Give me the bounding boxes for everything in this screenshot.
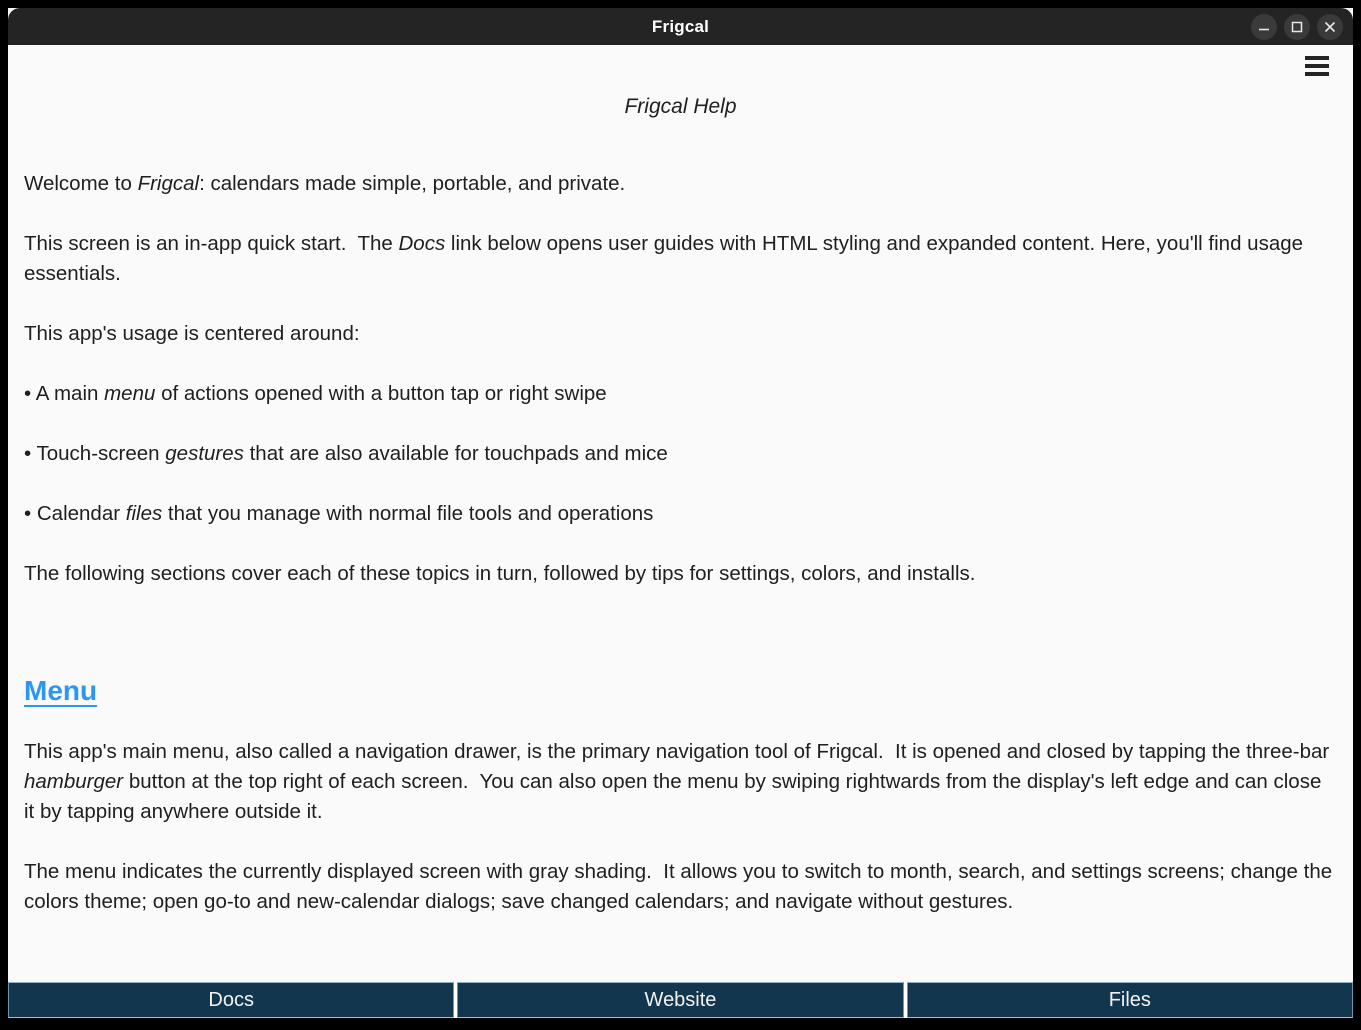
quickstart-paragraph: This screen is an in-app quick start. The Docs link below opens user guides with HTML styling and expanded content. Here, you'll find usage essentials.: [24, 232, 1309, 285]
minimize-button[interactable]: [1251, 14, 1277, 40]
files-button[interactable]: Files: [907, 982, 1353, 1018]
footer-bar: [8, 982, 1353, 1018]
menu-shading-paragraph: The menu indicates the currently displayed screen with gray shading. It allows you to switch to month, search, and settings screens; change the colors theme; open go-to and new-calendar dialogs; save changed calendars; and navigate without gestures.: [24, 860, 1338, 913]
sections-overview-paragraph: The following sections cover each of these topics in turn, followed by tips for settings, colors, and installs.: [24, 562, 976, 585]
bullet-gestures: • Touch-screen gestures that are also available for touchpads and mice: [24, 442, 668, 465]
app-window: [8, 8, 1353, 1018]
window-controls: [1251, 8, 1343, 45]
minimize-icon: [1258, 21, 1270, 33]
welcome-paragraph: Welcome to Frigcal: calendars made simple, portable, and private.: [24, 172, 626, 195]
menu-section-heading[interactable]: Menu: [24, 675, 98, 706]
website-button[interactable]: Website: [457, 982, 903, 1018]
bullet-menu: • A main menu of actions opened with a button tap or right swipe: [24, 382, 607, 405]
maximize-button[interactable]: [1284, 14, 1310, 40]
close-button[interactable]: [1317, 14, 1343, 40]
usage-intro-paragraph: This app's usage is centered around:: [24, 322, 360, 345]
help-title: Frigcal Help: [624, 95, 737, 118]
menu-description-paragraph: This app's main menu, also called a navigation drawer, is the primary navigation tool of Frigcal. It is opened and closed by tapping the three-bar hamburger button at the top right of each screen. You can also open the menu by swiping rightwards from the display's left edge and can close it by tapping anywhere outside it.: [24, 740, 1335, 823]
bullet-files: • Calendar files that you manage with normal file tools and operations: [24, 502, 654, 525]
titlebar[interactable]: [8, 8, 1353, 45]
close-icon: [1324, 21, 1336, 33]
hamburger-menu-button[interactable]: [1305, 54, 1331, 78]
window-title: Frigcal: [651, 16, 710, 36]
docs-button[interactable]: Docs: [8, 982, 454, 1018]
maximize-icon: [1291, 21, 1303, 33]
help-screen: [8, 45, 1353, 982]
